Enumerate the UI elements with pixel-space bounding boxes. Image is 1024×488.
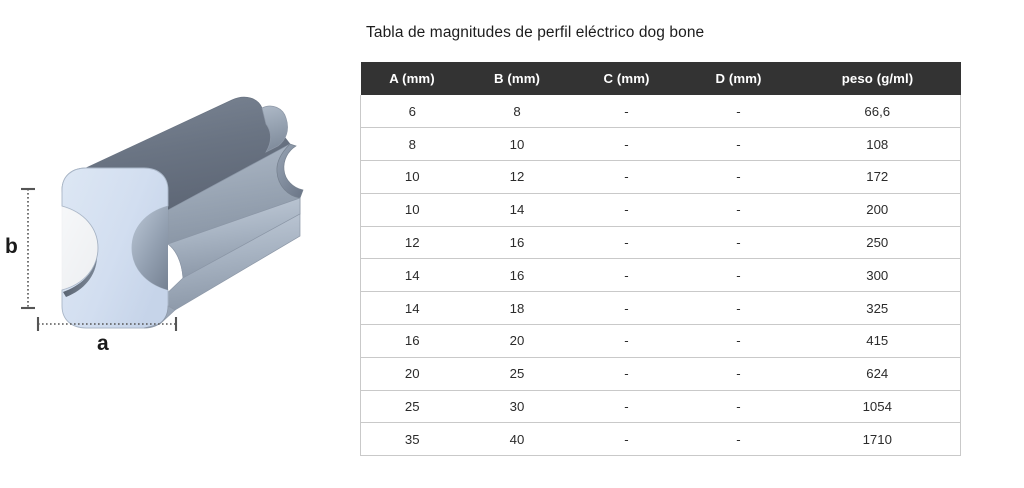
table-cell-a: 25 [361, 390, 464, 423]
table-cell-a: 12 [361, 226, 464, 259]
table-cell-peso: 415 [795, 325, 961, 358]
table-row [361, 357, 961, 390]
table-cell-b: 16 [464, 226, 571, 259]
table-cell-b: 25 [464, 357, 571, 390]
table-cell-d: - [683, 95, 795, 128]
table-cell-peso: 108 [795, 128, 961, 161]
table-cell-b: 8 [464, 95, 571, 128]
table-cell-a: 20 [361, 357, 464, 390]
profile-illustration [0, 0, 345, 488]
table-row [361, 161, 961, 194]
table-cell-peso: 300 [795, 259, 961, 292]
table-cell-peso: 200 [795, 193, 961, 226]
column-header-d: D (mm) [683, 62, 795, 95]
table-cell-d: - [683, 259, 795, 292]
table-cell-d: - [683, 325, 795, 358]
table-row [361, 259, 961, 292]
table-cell-b: 40 [464, 423, 571, 456]
table-cell-c: - [571, 325, 683, 358]
table-row [361, 95, 961, 128]
table-header [361, 62, 961, 95]
table-body [361, 95, 961, 456]
table-cell-c: - [571, 259, 683, 292]
table-cell-c: - [571, 423, 683, 456]
table-row [361, 292, 961, 325]
dimension-line-b [21, 189, 35, 308]
profile-specification-table [360, 62, 961, 456]
table-cell-c: - [571, 95, 683, 128]
table-cell-peso: 1710 [795, 423, 961, 456]
table-row [361, 423, 961, 456]
table-cell-a: 10 [361, 161, 464, 194]
table-cell-d: - [683, 423, 795, 456]
profile-drawing-svg [0, 0, 345, 488]
table-row [361, 325, 961, 358]
column-header-a: A (mm) [361, 62, 464, 95]
profile-body [62, 97, 303, 328]
table-cell-a: 16 [361, 325, 464, 358]
table-cell-a: 6 [361, 95, 464, 128]
table-title: Tabla de magnitudes de perfil eléctrico dog bone [366, 24, 705, 41]
table-cell-b: 20 [464, 325, 571, 358]
dimension-label-a: a [97, 332, 109, 355]
table-cell-peso: 624 [795, 357, 961, 390]
table-cell-a: 14 [361, 259, 464, 292]
table-cell-c: - [571, 193, 683, 226]
table-cell-peso: 172 [795, 161, 961, 194]
table-cell-c: - [571, 292, 683, 325]
table-cell-c: - [571, 161, 683, 194]
table-cell-d: - [683, 292, 795, 325]
table-cell-c: - [571, 226, 683, 259]
table-cell-a: 35 [361, 423, 464, 456]
table-row [361, 128, 961, 161]
table-cell-d: - [683, 193, 795, 226]
table-cell-c: - [571, 128, 683, 161]
table-cell-d: - [683, 161, 795, 194]
table-cell-d: - [683, 390, 795, 423]
table-cell-b: 14 [464, 193, 571, 226]
table-cell-peso: 325 [795, 292, 961, 325]
table-cell-b: 30 [464, 390, 571, 423]
table-cell-c: - [571, 390, 683, 423]
table-cell-peso: 66,6 [795, 95, 961, 128]
table-row [361, 390, 961, 423]
table-cell-b: 18 [464, 292, 571, 325]
column-header-c: C (mm) [571, 62, 683, 95]
table-cell-d: - [683, 226, 795, 259]
table-cell-c: - [571, 357, 683, 390]
table-header-row [361, 62, 961, 95]
table-row [361, 226, 961, 259]
table-cell-a: 14 [361, 292, 464, 325]
column-header-peso: peso (g/ml) [795, 62, 961, 95]
table-cell-peso: 1054 [795, 390, 961, 423]
table-cell-d: - [683, 357, 795, 390]
table-cell-d: - [683, 128, 795, 161]
table-row [361, 193, 961, 226]
table-cell-b: 10 [464, 128, 571, 161]
dimension-label-b: b [5, 235, 18, 258]
column-header-b: B (mm) [464, 62, 571, 95]
table-cell-b: 12 [464, 161, 571, 194]
table-cell-peso: 250 [795, 226, 961, 259]
table-cell-a: 10 [361, 193, 464, 226]
table-cell-b: 16 [464, 259, 571, 292]
table-cell-a: 8 [361, 128, 464, 161]
